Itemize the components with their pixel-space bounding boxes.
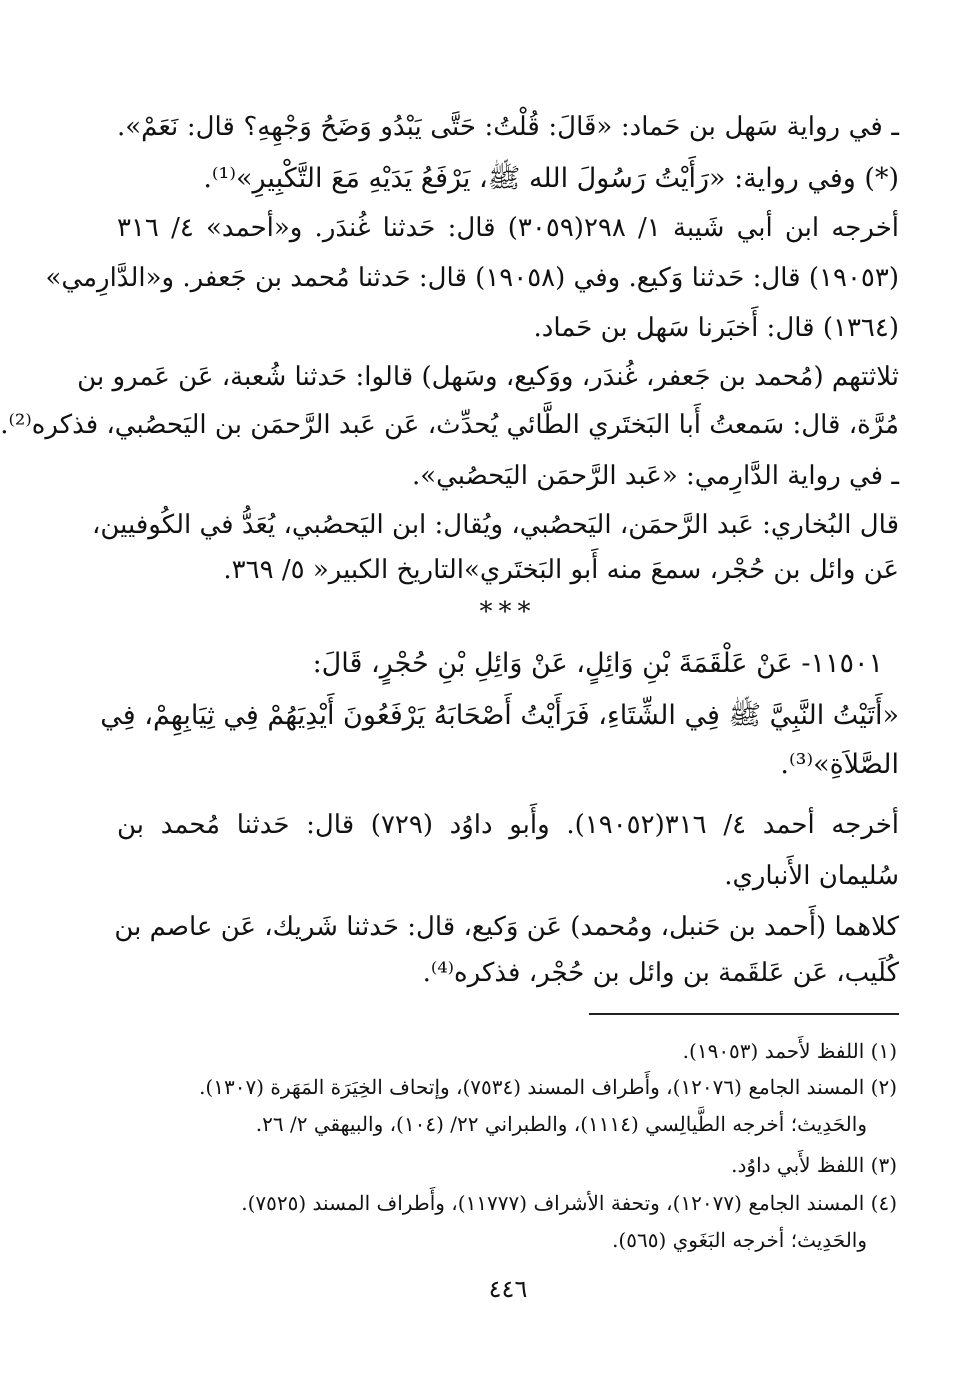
hadith-text-line-1: «أَتَيْتُ النَّبِيَّ ﷺ فِي الشِّتَاءِ، فَرَأَيْتُ أَصْحَابَهُ يَرْفَعُونَ أَيْدِيَهُمْ فِي ثِيَابِهِمْ، فِي <box>100 700 899 731</box>
body-line-5: (١٣٦٤) قال: أَخبَرنا سَهل بن حَماد. <box>533 313 899 343</box>
body-line-7: مُرَّة، قال: سَمعتُ أَبا البَختَري الطَّائي يُحدِّث، عَن عَبد الرَّحمَن بن اليَحصُبي، فذكره⁽²⁾. <box>0 410 899 440</box>
footnote-4-continuation: والحَدِيث؛ أخرجه البَغَوي (٥٦٥). <box>612 1228 867 1252</box>
body-line-14: أخرجه أحمد ٤/ ٣١٦(١٩٠٥٢). وأَبو داوُد (٧٢٩) قال: حَدثنا مُحمد بن <box>117 810 899 840</box>
body-line-3: أخرجه ابن أبي شَيبة ١/ ٢٩٨(٣٠٥٩) قال: حَدثنا غُندَر. و«أحمد» ٤/ ٣١٦ <box>117 213 899 243</box>
body-line-2: (*) وفي رواية: «رَأَيْتُ رَسُولَ الله ﷺ، يَرْفَعُ يَدَيْهِ مَعَ التَّكْبِيرِ»⁽¹⁾. <box>203 163 899 194</box>
body-line-1: ـ في رواية سَهل بن حَماد: «قَالَ: قُلْتُ: حَتَّى يَبْدُو وَضَحُ وَجْهِهِ؟ قال: نَعَمْ». <box>117 112 899 142</box>
body-line-17: كُلَيب، عَن عَلقَمة بن وائل بن حُجْر، فذكره⁽⁴⁾. <box>422 958 899 988</box>
footnote-2: (٢) المسند الجامع (١٢٠٧٦)، وأَطراف المسند (٧٥٣٤)، وإتحاف الخِيَرَة المَهَرة (١٣٠٧). <box>199 1075 897 1099</box>
body-line-4: (١٩٠٥٣) قال: حَدثنا وَكيع. وفي (١٩٠٥٨) قال: حَدثنا مُحمد بن جَعفر. و«الدَّارِمي» <box>45 263 899 293</box>
footnote-2-continuation: والحَدِيث؛ أخرجه الطَّيالِسي (١١١٤)، والطبراني ٢٢/ (١٠٤)، والبيهقي ٢/ ٢٦. <box>255 1112 867 1136</box>
hadith-text-line-2: الصَّلاَةِ»⁽³⁾. <box>780 749 899 780</box>
body-line-6: ثلاثتهم (مُحمد بن جَعفر، غُندَر، ووَكيع، وسَهل) قالوا: حَدثنا شُعبة، عَن عَمرو بن <box>77 362 899 392</box>
footnote-3: (٣) اللفظ لأَبي داوُد. <box>731 1153 897 1177</box>
section-separator: *** <box>479 597 537 627</box>
page-number: ٤٤٦ <box>488 1275 528 1303</box>
body-line-10: عَن وائل بن حُجْر، سمعَ منه أَبو البَختَري»التاريخ الكبير« ٥/ ٣٦٩. <box>223 555 899 585</box>
body-line-8: ـ في رواية الدَّارِمي: «عَبد الرَّحمَن اليَحصُبي». <box>411 461 899 491</box>
footnote-1: (١) اللفظ لأَحمد (١٩٠٥٣). <box>682 1039 897 1063</box>
footnote-divider <box>589 1013 899 1015</box>
body-line-16: كلاهما (أَحمد بن حَنبل، ومُحمد) عَن وَكيع، قال: حَدثنا شَريك، عَن عاصم بن <box>114 912 899 942</box>
body-line-15: سُليمان الأَنباري. <box>724 861 899 891</box>
footnote-4: (٤) المسند الجامع (١٢٠٧٧)، وتحفة الأشراف (١١٧٧٧)، وأَطراف المسند (٧٥٢٥). <box>241 1191 897 1215</box>
hadith-heading: ١١٥٠١- عَنْ عَلْقَمَةَ بْنِ وَائِلٍ، عَنْ وَائِلِ بْنِ حُجْرٍ، قَالَ: <box>312 648 883 679</box>
body-line-9: قال البُخاري: عَبد الرَّحمَن، اليَحصُبي، ويُقال: ابن اليَحصُبي، يُعَدُّ في الكُوفيين، <box>91 510 899 540</box>
